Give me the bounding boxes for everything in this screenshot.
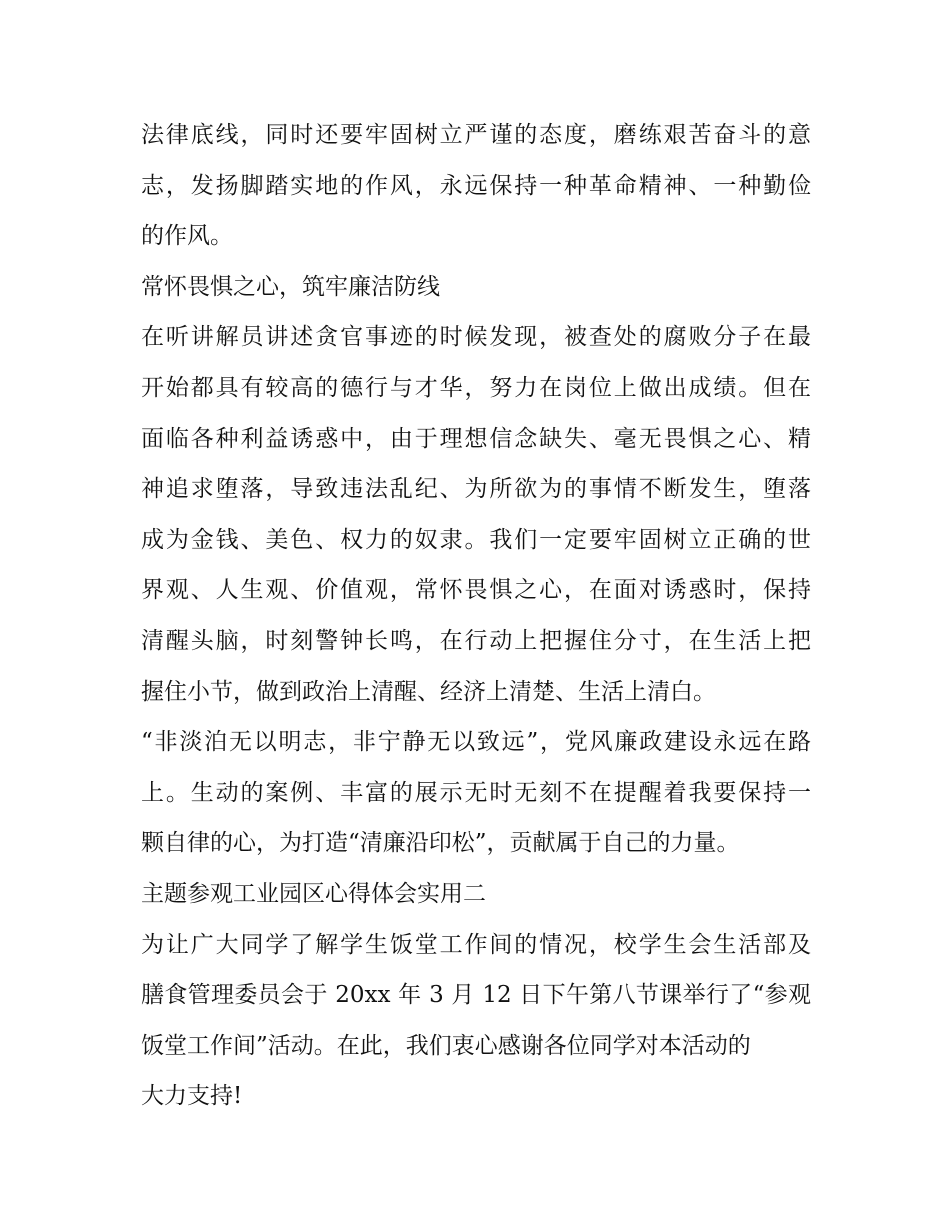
text-line: 面临各种利益诱惑中，由于理想信念缺失、毫无畏惧之心、精: [141, 425, 811, 452]
text-line: 成为金钱、美色、权力的奴隶。我们一定要牢固树立正确的世: [141, 526, 811, 553]
text-line: 饭堂工作间”活动。在此，我们衷心感谢各位同学对本活动的: [141, 1032, 751, 1059]
document-body: [141, 110, 811, 1122]
text-line: 在听讲解员讲述贪官事迹的时候发现，被查处的腐败分子在最: [141, 324, 811, 351]
text-line: 开始都具有较高的德行与才华，努力在岗位上做出成绩。但在: [141, 374, 811, 401]
text-line: 志，发扬脚踏实地的作风，永远保持一种革命精神、一种勤俭: [141, 172, 811, 199]
text-line: 神追求堕落，导致违法乱纪、为所欲为的事情不断发生，堕落: [141, 476, 811, 503]
text-line: 为让广大同学了解学生饭堂工作间的情况，校学生会生活部及: [141, 931, 811, 958]
text-line: 清醒头脑，时刻警钟长鸣，在行动上把握住分寸，在生活上把: [141, 627, 811, 654]
text-line: “非淡泊无以明志，非宁静无以致远”，党风廉政建设永远在路: [141, 729, 811, 756]
text-line: 颗自律的心，为打造“清廉沿印松”，贡献属于自己的力量。: [141, 830, 740, 857]
text-line: 法律底线，同时还要牢固树立严谨的态度，磨练艰苦奋斗的意: [141, 122, 811, 148]
section-heading: 常怀畏惧之心，筑牢廉洁防线: [141, 273, 440, 300]
text-line: 大力支持!: [141, 1083, 243, 1110]
section-heading: 主题参观工业园区心得体会实用二: [141, 880, 486, 907]
text-line: 膳食管理委员会于 20xx 年 3 月 12 日下午第八节课举行了“参观: [141, 982, 811, 1009]
text-line: 的作风。: [141, 223, 233, 250]
text-line: 上。生动的案例、丰富的展示无时无刻不在提醒着我要保持一: [141, 779, 811, 806]
text-line: 界观、人生观、价值观，常怀畏惧之心，在面对诱惑时，保持: [141, 577, 811, 604]
text-line: 握住小节，做到政治上清醒、经济上清楚、生活上清白。: [141, 678, 716, 705]
